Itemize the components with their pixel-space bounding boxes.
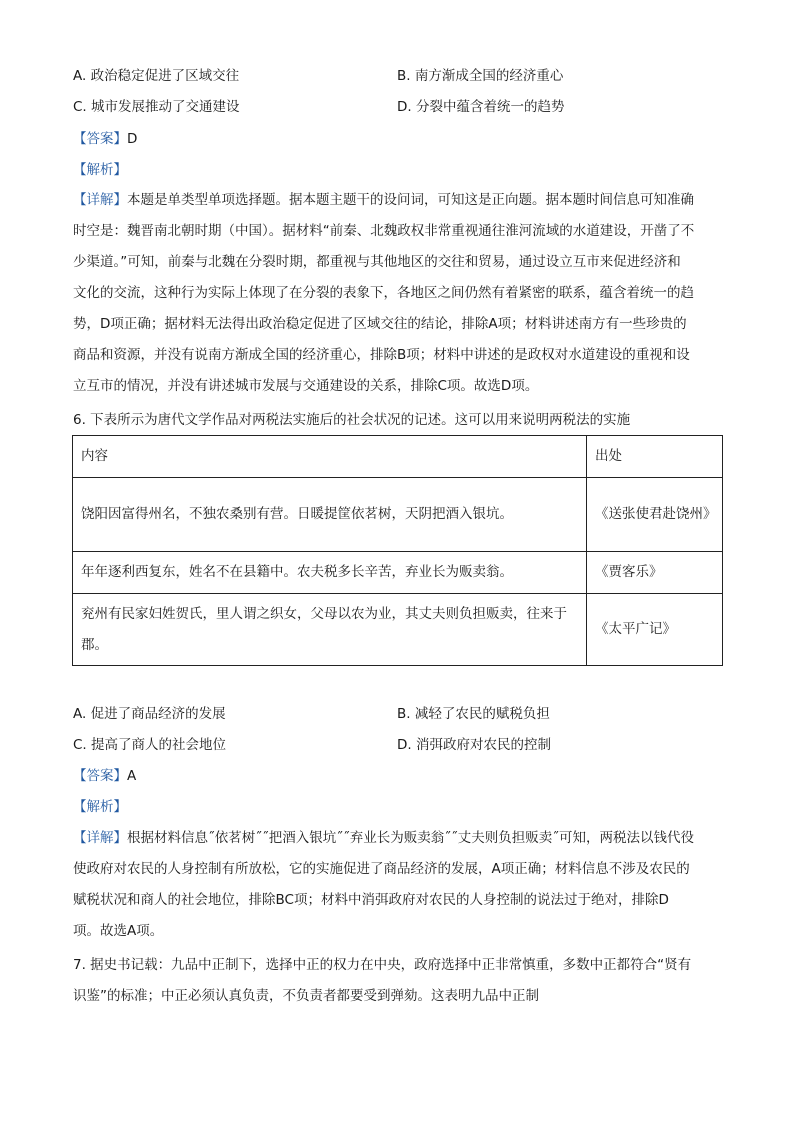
q6-option-d[interactable]: D. 消弭政府对农民的控制 — [397, 737, 551, 753]
q5-option-a[interactable]: A. 政治稳定促进了区域交往 — [73, 68, 240, 84]
row-content: 年年逐利西复东，姓名不在县籍中。农夫税多长辛苦，弃业长为贩卖翁。 — [73, 552, 587, 594]
row-source: 《太平广记》 — [587, 594, 723, 666]
answer-value: A — [127, 768, 137, 784]
q6-detail — [73, 823, 723, 947]
q6-option-a[interactable]: A. 促进了商品经济的发展 — [73, 706, 226, 722]
table-row — [73, 552, 723, 594]
q5-option-c[interactable]: C. 城市发展推动了交通建设 — [73, 99, 240, 115]
detail-line: 商品和资源，并没有说南方渐成全国的经济重心，排除B项；材料中讲述的是政权对水道建设的重视和设 — [73, 347, 690, 363]
q5-detail — [73, 185, 723, 402]
q5-option-d[interactable]: D. 分裂中蕴含着统一的趋势 — [397, 99, 565, 115]
detail-line: 时空是：魏晋南北朝时期（中国）。据材料“前秦、北魏政权非常重视通往淮河流域的水道建设，开凿了不 — [73, 223, 695, 239]
detail-line: 立互市的情况，并没有讲述城市发展与交通建设的关系，排除C项。故选D项。 — [73, 378, 539, 394]
detail-line: 【详解】根据材料信息˝依茗树˝˝把酒入银坑˝˝弃业长为贩卖翁˝˝丈夫则负担贩卖˝可知，两税法以钱代役 — [73, 830, 694, 846]
q6-answer — [73, 766, 136, 786]
answer-value: D — [127, 131, 138, 147]
row-source: 《送张使君赴饶州》 — [587, 478, 723, 552]
q6-analysis-heading: 【解析】 — [73, 799, 127, 815]
q6-option-b[interactable]: B. 减轻了农民的赋税负担 — [397, 706, 550, 722]
row-source: 《贾客乐》 — [587, 552, 723, 594]
header-content: 内容 — [73, 436, 587, 478]
detail-line: 项。故选A项。 — [73, 923, 164, 939]
row-content: 兖州有民家妇姓贺氏，里人谓之织女，父母以农为业，其丈夫则负担贩卖，往来于郡。 — [73, 594, 587, 666]
table-header-row — [73, 436, 723, 478]
q5-answer — [73, 129, 137, 149]
detail-line: 【详解】本题是单类型单项选择题。据本题主题干的设问词，可知这是正向题。据本题时间信息可知准确 — [73, 192, 694, 208]
q5-analysis-heading: 【解析】 — [73, 162, 127, 178]
answer-tag: 【答案】 — [73, 131, 127, 147]
table-row — [73, 594, 723, 666]
detail-line: 文化的交流，这种行为实际上体现了在分裂的表象下，各地区之间仍然有着紧密的联系，蕴含着统一的趋 — [73, 285, 694, 301]
stem-line: 识鉴”的标准；中正必须认真负责，不负责者都要受到弹劾。这表明九品中正制 — [73, 988, 539, 1004]
detail-line: 少渠道。”可知，前秦与北魏在分裂时期，都重视与其他地区的交往和贸易，通过设立互市来促进经济和 — [73, 254, 681, 270]
detail-line: 赋税状况和商人的社会地位，排除BC项；材料中消弭政府对农民的人身控制的说法过于绝对，排除D — [73, 892, 669, 908]
q6-source-table — [72, 435, 723, 666]
detail-line: 使政府对农民的人身控制有所放松，它的实施促进了商品经济的发展，A项正确；材料信息不涉及农民的 — [73, 861, 690, 877]
q6-option-c[interactable]: C. 提高了商人的社会地位 — [73, 737, 227, 753]
header-source: 出处 — [587, 436, 723, 478]
q7-stem — [73, 950, 723, 1012]
detail-line: 势，D项正确；据材料无法得出政治稳定促进了区域交往的结论，排除A项；材料讲述南方有一些珍贵的 — [73, 316, 687, 332]
answer-tag: 【答案】 — [73, 768, 127, 784]
q6-stem: 6. 下表所示为唐代文学作品对两税法实施后的社会状况的记述。这可以用来说明两税法的实施 — [73, 412, 631, 428]
table-row — [73, 478, 723, 552]
stem-line: 7. 据史书记载：九品中正制下，选择中正的权力在中央，政府选择中正非常慎重，多数中正都符合“贤有 — [73, 957, 692, 973]
q5-option-b[interactable]: B. 南方渐成全国的经济重心 — [397, 68, 564, 84]
row-content: 饶阳因富得州名，不独农桑别有营。日暖提筐依茗树，天阴把酒入银坑。 — [73, 478, 587, 552]
